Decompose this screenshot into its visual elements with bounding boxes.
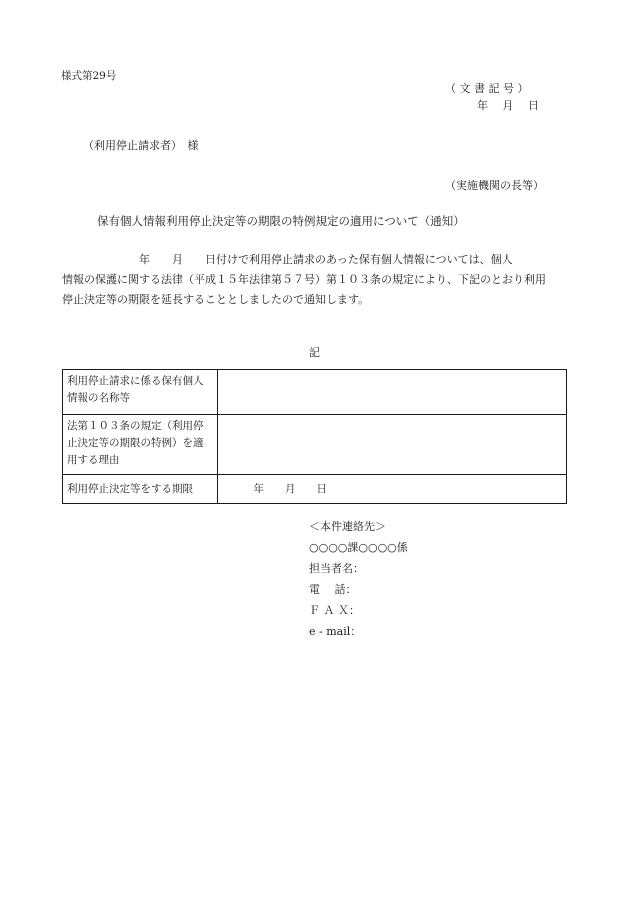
table-row bbox=[63, 370, 567, 415]
record-table bbox=[62, 369, 567, 504]
notice-body bbox=[62, 250, 577, 310]
body-line: 停止決定等の期限を延長することとしましたので通知します。 bbox=[62, 293, 370, 306]
contact-phone: 電 話： bbox=[309, 583, 357, 596]
form-number: 様式第29号 bbox=[61, 70, 117, 82]
row-value bbox=[218, 415, 567, 475]
row-value bbox=[218, 370, 567, 415]
document-number: （ 文 書 記 号 ） bbox=[445, 82, 529, 95]
issuer: （実施機関の長等） bbox=[445, 179, 544, 192]
ki-heading: 記 bbox=[309, 346, 320, 359]
contact-section: ○○○○課○○○○係 bbox=[309, 541, 408, 554]
body-line: 年 月 日付けで利用停止請求のあった保有個人情報については、個人 bbox=[62, 253, 513, 266]
contact-fax: Ｆ Ａ Ｘ： bbox=[309, 604, 360, 617]
issue-date: 年 月 日 bbox=[477, 99, 539, 112]
contact-email: e - mail： bbox=[309, 625, 362, 638]
table-row bbox=[63, 475, 567, 504]
table-row bbox=[63, 415, 567, 475]
row-label: 利用停止請求に係る保有個人情報の名称等 bbox=[63, 370, 218, 415]
notice-title: 保有個人情報利用停止決定等の期限の特例規定の適用について（通知） bbox=[97, 214, 465, 228]
row-label: 利用停止決定等をする期限 bbox=[63, 475, 218, 504]
body-line: 情報の保護に関する法律（平成１５年法律第５７号）第１０３条の規定により、下記のとおり利用 bbox=[62, 273, 546, 286]
row-value: 年 月 日 bbox=[218, 475, 567, 504]
row-label: 法第１０３条の規定（利用停止決定等の期限の特例）を適用する理由 bbox=[63, 415, 218, 475]
contact-heading: ＜本件連絡先＞ bbox=[309, 520, 386, 533]
addressee: （利用停止請求者） 様 bbox=[83, 139, 199, 152]
contact-person: 担当者名： bbox=[309, 562, 364, 575]
contact-block bbox=[309, 516, 408, 642]
